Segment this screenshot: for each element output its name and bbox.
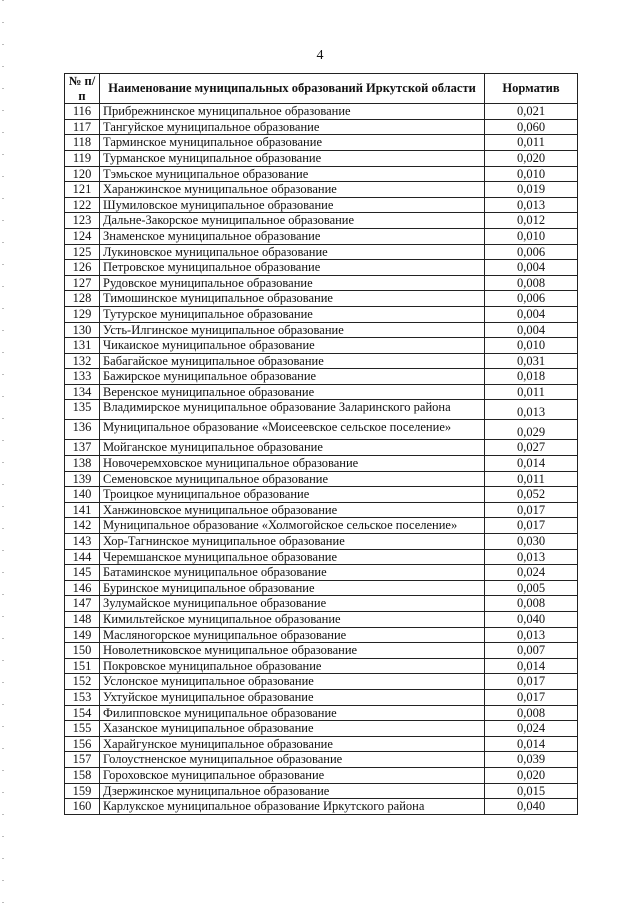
norm-value-cell: 0,006: [485, 244, 578, 260]
table-row: [65, 612, 578, 628]
municipality-name-cell: Гороховское муниципальное образование: [100, 767, 485, 783]
table-row: [65, 487, 578, 503]
header-name: Наименование муниципальных образований Иркутской области: [100, 74, 485, 104]
norm-value-cell: 0,060: [485, 119, 578, 135]
municipality-name-cell: Муниципальное образование «Моисеевское сельское поселение»: [100, 420, 485, 440]
norm-value-cell: 0,017: [485, 689, 578, 705]
municipality-name-cell: Услонское муниципальное образование: [100, 674, 485, 690]
table-row: [65, 135, 578, 151]
row-number-cell: 159: [65, 783, 100, 799]
row-number-cell: 135: [65, 400, 100, 420]
table-row: [65, 228, 578, 244]
norm-value-cell: 0,014: [485, 736, 578, 752]
row-number-cell: 126: [65, 260, 100, 276]
table-row: [65, 353, 578, 369]
norm-value-cell: 0,020: [485, 767, 578, 783]
municipality-name-cell: Петровское муниципальное образование: [100, 260, 485, 276]
row-number-cell: 145: [65, 565, 100, 581]
table-row: [65, 369, 578, 385]
municipality-name-cell: Бажирское муниципальное образование: [100, 369, 485, 385]
row-number-cell: 143: [65, 534, 100, 550]
norm-value-cell: 0,011: [485, 384, 578, 400]
row-number-cell: 158: [65, 767, 100, 783]
norm-value-cell: 0,014: [485, 456, 578, 472]
norm-value-cell: 0,004: [485, 322, 578, 338]
row-number-cell: 123: [65, 213, 100, 229]
row-number-cell: 155: [65, 721, 100, 737]
table-row: [65, 456, 578, 472]
municipality-name-cell: Ухтуйское муниципальное образование: [100, 689, 485, 705]
row-number-cell: 149: [65, 627, 100, 643]
row-number-cell: 127: [65, 275, 100, 291]
municipality-name-cell: Голоустненское муниципальное образование: [100, 752, 485, 768]
row-number-cell: 160: [65, 799, 100, 815]
row-number-cell: 140: [65, 487, 100, 503]
norm-value-cell: 0,039: [485, 752, 578, 768]
norm-value-cell: 0,031: [485, 353, 578, 369]
norm-value-cell: 0,011: [485, 471, 578, 487]
municipality-name-cell: Дальне-Закорское муниципальное образование: [100, 213, 485, 229]
norm-value-cell: 0,008: [485, 275, 578, 291]
municipality-name-cell: Семеновское муниципальное образование: [100, 471, 485, 487]
municipality-name-cell: Мойганское муниципальное образование: [100, 440, 485, 456]
table-row: [65, 565, 578, 581]
norm-value-cell: 0,017: [485, 674, 578, 690]
municipality-name-cell: Тангуйское муниципальное образование: [100, 119, 485, 135]
municipality-name-cell: Тарминское муниципальное образование: [100, 135, 485, 151]
norm-value-cell: 0,024: [485, 721, 578, 737]
table-row: [65, 705, 578, 721]
norm-value-cell: 0,015: [485, 783, 578, 799]
table-row: [65, 736, 578, 752]
page-number: 4: [316, 48, 324, 63]
norm-value-cell: 0,013: [485, 197, 578, 213]
norm-value-cell: 0,012: [485, 213, 578, 229]
table-row: [65, 783, 578, 799]
row-number-cell: 129: [65, 306, 100, 322]
table-row: [65, 721, 578, 737]
table-row: [65, 799, 578, 815]
row-number-cell: 122: [65, 197, 100, 213]
norm-value-cell: 0,005: [485, 580, 578, 596]
municipality-name-cell: Чикаиское муниципальное образование: [100, 338, 485, 354]
norm-value-cell: 0,024: [485, 565, 578, 581]
table-row: [65, 275, 578, 291]
row-number-cell: 157: [65, 752, 100, 768]
table-row: [65, 420, 578, 440]
norm-value-cell: 0,013: [485, 627, 578, 643]
row-number-cell: 118: [65, 135, 100, 151]
row-number-cell: 153: [65, 689, 100, 705]
norm-value-cell: 0,008: [485, 596, 578, 612]
row-number-cell: 120: [65, 166, 100, 182]
row-number-cell: 121: [65, 182, 100, 198]
municipality-name-cell: Филипповское муниципальное образование: [100, 705, 485, 721]
table-row: [65, 627, 578, 643]
table-row: [65, 197, 578, 213]
table-row: [65, 689, 578, 705]
municipality-name-cell: Харанжинское муниципальное образование: [100, 182, 485, 198]
norm-value-cell: 0,010: [485, 228, 578, 244]
norm-value-cell: 0,020: [485, 150, 578, 166]
norm-value-cell: 0,019: [485, 182, 578, 198]
municipality-name-cell: Тутурское муниципальное образование: [100, 306, 485, 322]
row-number-cell: 139: [65, 471, 100, 487]
row-number-cell: 154: [65, 705, 100, 721]
row-number-cell: 124: [65, 228, 100, 244]
norm-value-cell: 0,029: [485, 420, 578, 440]
norm-value-cell: 0,040: [485, 799, 578, 815]
table-row: [65, 518, 578, 534]
municipality-name-cell: Лукиновское муниципальное образование: [100, 244, 485, 260]
norm-value-cell: 0,013: [485, 549, 578, 565]
norm-value-cell: 0,006: [485, 291, 578, 307]
table-row: [65, 260, 578, 276]
norm-value-cell: 0,004: [485, 306, 578, 322]
municipality-name-cell: Троицкое муниципальное образование: [100, 487, 485, 503]
municipality-name-cell: Бабагайское муниципальное образование: [100, 353, 485, 369]
table-row: [65, 471, 578, 487]
municipality-name-cell: Турманское муниципальное образование: [100, 150, 485, 166]
norm-value-cell: 0,040: [485, 612, 578, 628]
table-row: [65, 440, 578, 456]
row-number-cell: 148: [65, 612, 100, 628]
row-number-cell: 144: [65, 549, 100, 565]
table-row: [65, 104, 578, 120]
row-number-cell: 150: [65, 643, 100, 659]
header-value: Норматив: [485, 74, 578, 104]
row-number-cell: 133: [65, 369, 100, 385]
norm-value-cell: 0,007: [485, 643, 578, 659]
norm-value-cell: 0,010: [485, 166, 578, 182]
municipality-name-cell: Владимирское муниципальное образование Заларинского района: [100, 400, 485, 420]
table-row: [65, 182, 578, 198]
table-row: [65, 767, 578, 783]
municipality-name-cell: Черемшанское муниципальное образование: [100, 549, 485, 565]
table-row: [65, 119, 578, 135]
norm-value-cell: 0,018: [485, 369, 578, 385]
table-row: [65, 549, 578, 565]
header-num: № п/п: [65, 74, 100, 104]
table-row: [65, 150, 578, 166]
municipality-name-cell: Ханжиновское муниципальное образование: [100, 502, 485, 518]
scan-edge-marks: [2, 0, 4, 905]
municipality-name-cell: Зулумайское муниципальное образование: [100, 596, 485, 612]
norm-value-cell: 0,013: [485, 400, 578, 420]
row-number-cell: 156: [65, 736, 100, 752]
norm-value-cell: 0,017: [485, 518, 578, 534]
municipality-name-cell: Покровское муниципальное образование: [100, 658, 485, 674]
municipality-name-cell: Рудовское муниципальное образование: [100, 275, 485, 291]
municipality-name-cell: Хор-Тагнинское муниципальное образование: [100, 534, 485, 550]
municipality-name-cell: Масляногорское муниципальное образование: [100, 627, 485, 643]
table-row: [65, 244, 578, 260]
row-number-cell: 128: [65, 291, 100, 307]
municipality-name-cell: Тэмьское муниципальное образование: [100, 166, 485, 182]
table-row: [65, 752, 578, 768]
row-number-cell: 147: [65, 596, 100, 612]
row-number-cell: 137: [65, 440, 100, 456]
norm-value-cell: 0,011: [485, 135, 578, 151]
table-row: [65, 580, 578, 596]
municipality-name-cell: Кимильтейское муниципальное образование: [100, 612, 485, 628]
municipality-name-cell: Муниципальное образование «Холмогойское сельское поселение»: [100, 518, 485, 534]
row-number-cell: 142: [65, 518, 100, 534]
row-number-cell: 134: [65, 384, 100, 400]
municipality-name-cell: Новолетниковское муниципальное образование: [100, 643, 485, 659]
row-number-cell: 130: [65, 322, 100, 338]
norm-value-cell: 0,030: [485, 534, 578, 550]
table-row: [65, 384, 578, 400]
table-row: [65, 400, 578, 420]
municipality-name-cell: Знаменское муниципальное образование: [100, 228, 485, 244]
row-number-cell: 116: [65, 104, 100, 120]
table-row: [65, 596, 578, 612]
table-row: [65, 338, 578, 354]
municipality-name-cell: Усть-Илгинское муниципальное образование: [100, 322, 485, 338]
row-number-cell: 141: [65, 502, 100, 518]
table-row: [65, 658, 578, 674]
row-number-cell: 117: [65, 119, 100, 135]
municipality-name-cell: Прибрежнинское муниципальное образование: [100, 104, 485, 120]
table-row: [65, 213, 578, 229]
norm-value-cell: 0,004: [485, 260, 578, 276]
table-row: [65, 534, 578, 550]
municipality-name-cell: Шумиловское муниципальное образование: [100, 197, 485, 213]
norm-value-cell: 0,027: [485, 440, 578, 456]
norm-value-cell: 0,021: [485, 104, 578, 120]
row-number-cell: 119: [65, 150, 100, 166]
row-number-cell: 138: [65, 456, 100, 472]
norm-value-cell: 0,052: [485, 487, 578, 503]
municipality-name-cell: Новочеремховское муниципальное образование: [100, 456, 485, 472]
norm-value-cell: 0,014: [485, 658, 578, 674]
row-number-cell: 125: [65, 244, 100, 260]
municipality-name-cell: Харайгунское муниципальное образование: [100, 736, 485, 752]
municipality-name-cell: Дзержинское муниципальное образование: [100, 783, 485, 799]
row-number-cell: 151: [65, 658, 100, 674]
norm-value-cell: 0,017: [485, 502, 578, 518]
municipality-name-cell: Буринское муниципальное образование: [100, 580, 485, 596]
municipality-name-cell: Тимошинское муниципальное образование: [100, 291, 485, 307]
municipality-name-cell: Карлукское муниципальное образование Иркутского района: [100, 799, 485, 815]
municipality-name-cell: Веренское муниципальное образование: [100, 384, 485, 400]
table-header-row: [65, 74, 578, 104]
table-row: [65, 502, 578, 518]
table-row: [65, 674, 578, 690]
table-row: [65, 166, 578, 182]
table-row: [65, 643, 578, 659]
table-row: [65, 322, 578, 338]
table-row: [65, 291, 578, 307]
norm-value-cell: 0,008: [485, 705, 578, 721]
municipality-name-cell: Хазанское муниципальное образование: [100, 721, 485, 737]
row-number-cell: 152: [65, 674, 100, 690]
municipality-name-cell: Батаминское муниципальное образование: [100, 565, 485, 581]
norms-table: [64, 73, 578, 815]
row-number-cell: 132: [65, 353, 100, 369]
row-number-cell: 146: [65, 580, 100, 596]
row-number-cell: 131: [65, 338, 100, 354]
norm-value-cell: 0,010: [485, 338, 578, 354]
row-number-cell: 136: [65, 420, 100, 440]
table-row: [65, 306, 578, 322]
